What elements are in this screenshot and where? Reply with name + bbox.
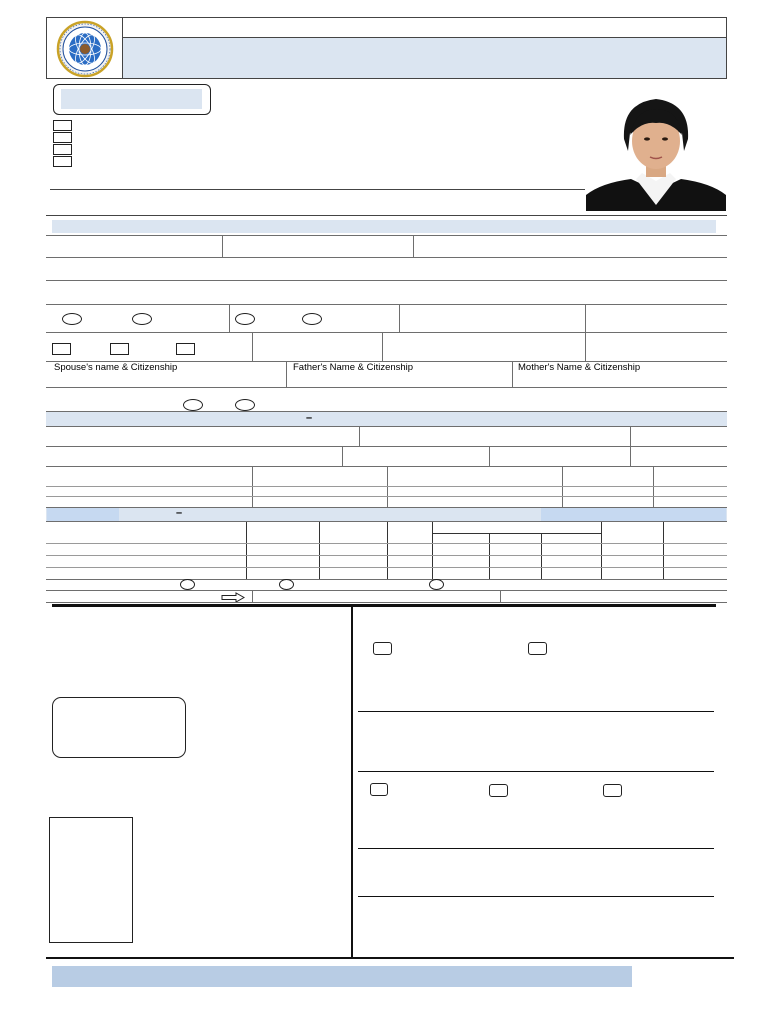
right-line-1 [358, 711, 714, 712]
status-radio-1[interactable] [235, 313, 255, 325]
row-line [46, 579, 727, 580]
col-line [359, 427, 360, 446]
row-line [46, 446, 727, 447]
row-line [46, 567, 727, 568]
civil-status-checkbox-2[interactable] [110, 343, 129, 355]
right-checkbox-2[interactable] [528, 642, 547, 655]
row-line [46, 280, 727, 281]
civil-status-checkbox-3[interactable] [176, 343, 195, 355]
spouse-name-label: Spouse's name & Citizenship [54, 362, 178, 373]
mother-name-label: Mother's Name & Citizenship [518, 362, 641, 373]
application-type-checkbox-4[interactable] [53, 156, 72, 167]
option-radio-3[interactable] [429, 579, 444, 590]
name-signature-line [50, 189, 585, 190]
education-band [46, 411, 727, 427]
row-line [46, 257, 727, 258]
col-line [630, 427, 631, 446]
col-line [413, 235, 414, 257]
right-checkbox-5[interactable] [603, 784, 622, 797]
experience-band-dash: – [176, 507, 183, 519]
col-line [382, 332, 383, 361]
col-line [286, 361, 287, 387]
col-line [500, 590, 501, 602]
col-line [319, 522, 320, 579]
row-line [432, 533, 601, 534]
row-line [46, 602, 727, 603]
col-line [489, 533, 490, 579]
col-line [432, 522, 433, 579]
question-radio-no[interactable] [235, 399, 255, 411]
row-line [46, 387, 727, 388]
col-line [541, 533, 542, 579]
col-line [246, 522, 247, 579]
lower-panel-bottom-rule [46, 957, 734, 959]
status-radio-2[interactable] [302, 313, 322, 325]
prc-seal-icon [50, 20, 120, 78]
col-line [512, 361, 513, 387]
right-line-2 [358, 771, 714, 772]
col-line [585, 332, 586, 361]
col-line [489, 446, 490, 466]
education-band-dash: – [306, 412, 313, 424]
col-line [399, 304, 400, 332]
lower-panel-divider [351, 607, 353, 957]
personal-info-band [52, 220, 716, 233]
arrow-right-icon [221, 590, 245, 601]
section-top-rule [46, 215, 727, 216]
civil-status-checkbox-1[interactable] [52, 343, 71, 355]
sex-radio-female[interactable] [132, 313, 152, 325]
row-line [46, 332, 727, 333]
row-line [46, 543, 727, 544]
col-line [252, 332, 253, 361]
row-line [46, 304, 727, 305]
signature-box[interactable] [49, 817, 133, 943]
experience-band-right [541, 508, 726, 521]
sex-radio-male[interactable] [62, 313, 82, 325]
lower-panel-top-rule [52, 604, 716, 607]
col-line [630, 446, 631, 466]
col-line [585, 304, 586, 332]
right-checkbox-1[interactable] [373, 642, 392, 655]
col-line [387, 522, 388, 579]
row-line [46, 590, 727, 591]
footer-band [52, 966, 632, 987]
option-radio-1[interactable] [180, 579, 195, 590]
thumbmark-box[interactable] [52, 697, 186, 758]
application-type-checkbox-3[interactable] [53, 144, 72, 155]
right-line-4 [358, 896, 714, 897]
row-line [46, 555, 727, 556]
application-type-checkbox-2[interactable] [53, 132, 72, 143]
reference-field[interactable] [61, 89, 202, 109]
applicant-photo [586, 95, 726, 211]
right-checkbox-4[interactable] [489, 784, 508, 797]
question-radio-yes[interactable] [183, 399, 203, 411]
col-line [663, 522, 664, 579]
col-line [229, 304, 230, 332]
col-line [252, 590, 253, 602]
right-line-3 [358, 848, 714, 849]
row-line [46, 235, 727, 236]
row-line [46, 486, 727, 487]
header-title-band [123, 38, 726, 78]
row-line [46, 496, 727, 497]
application-type-checkbox-1[interactable] [53, 120, 72, 131]
col-line [342, 446, 343, 466]
col-line [222, 235, 223, 257]
experience-band-left [47, 508, 119, 521]
option-radio-2[interactable] [279, 579, 294, 590]
col-line [601, 522, 602, 579]
right-checkbox-3[interactable] [370, 783, 388, 796]
father-name-label: Father's Name & Citizenship [293, 362, 414, 373]
